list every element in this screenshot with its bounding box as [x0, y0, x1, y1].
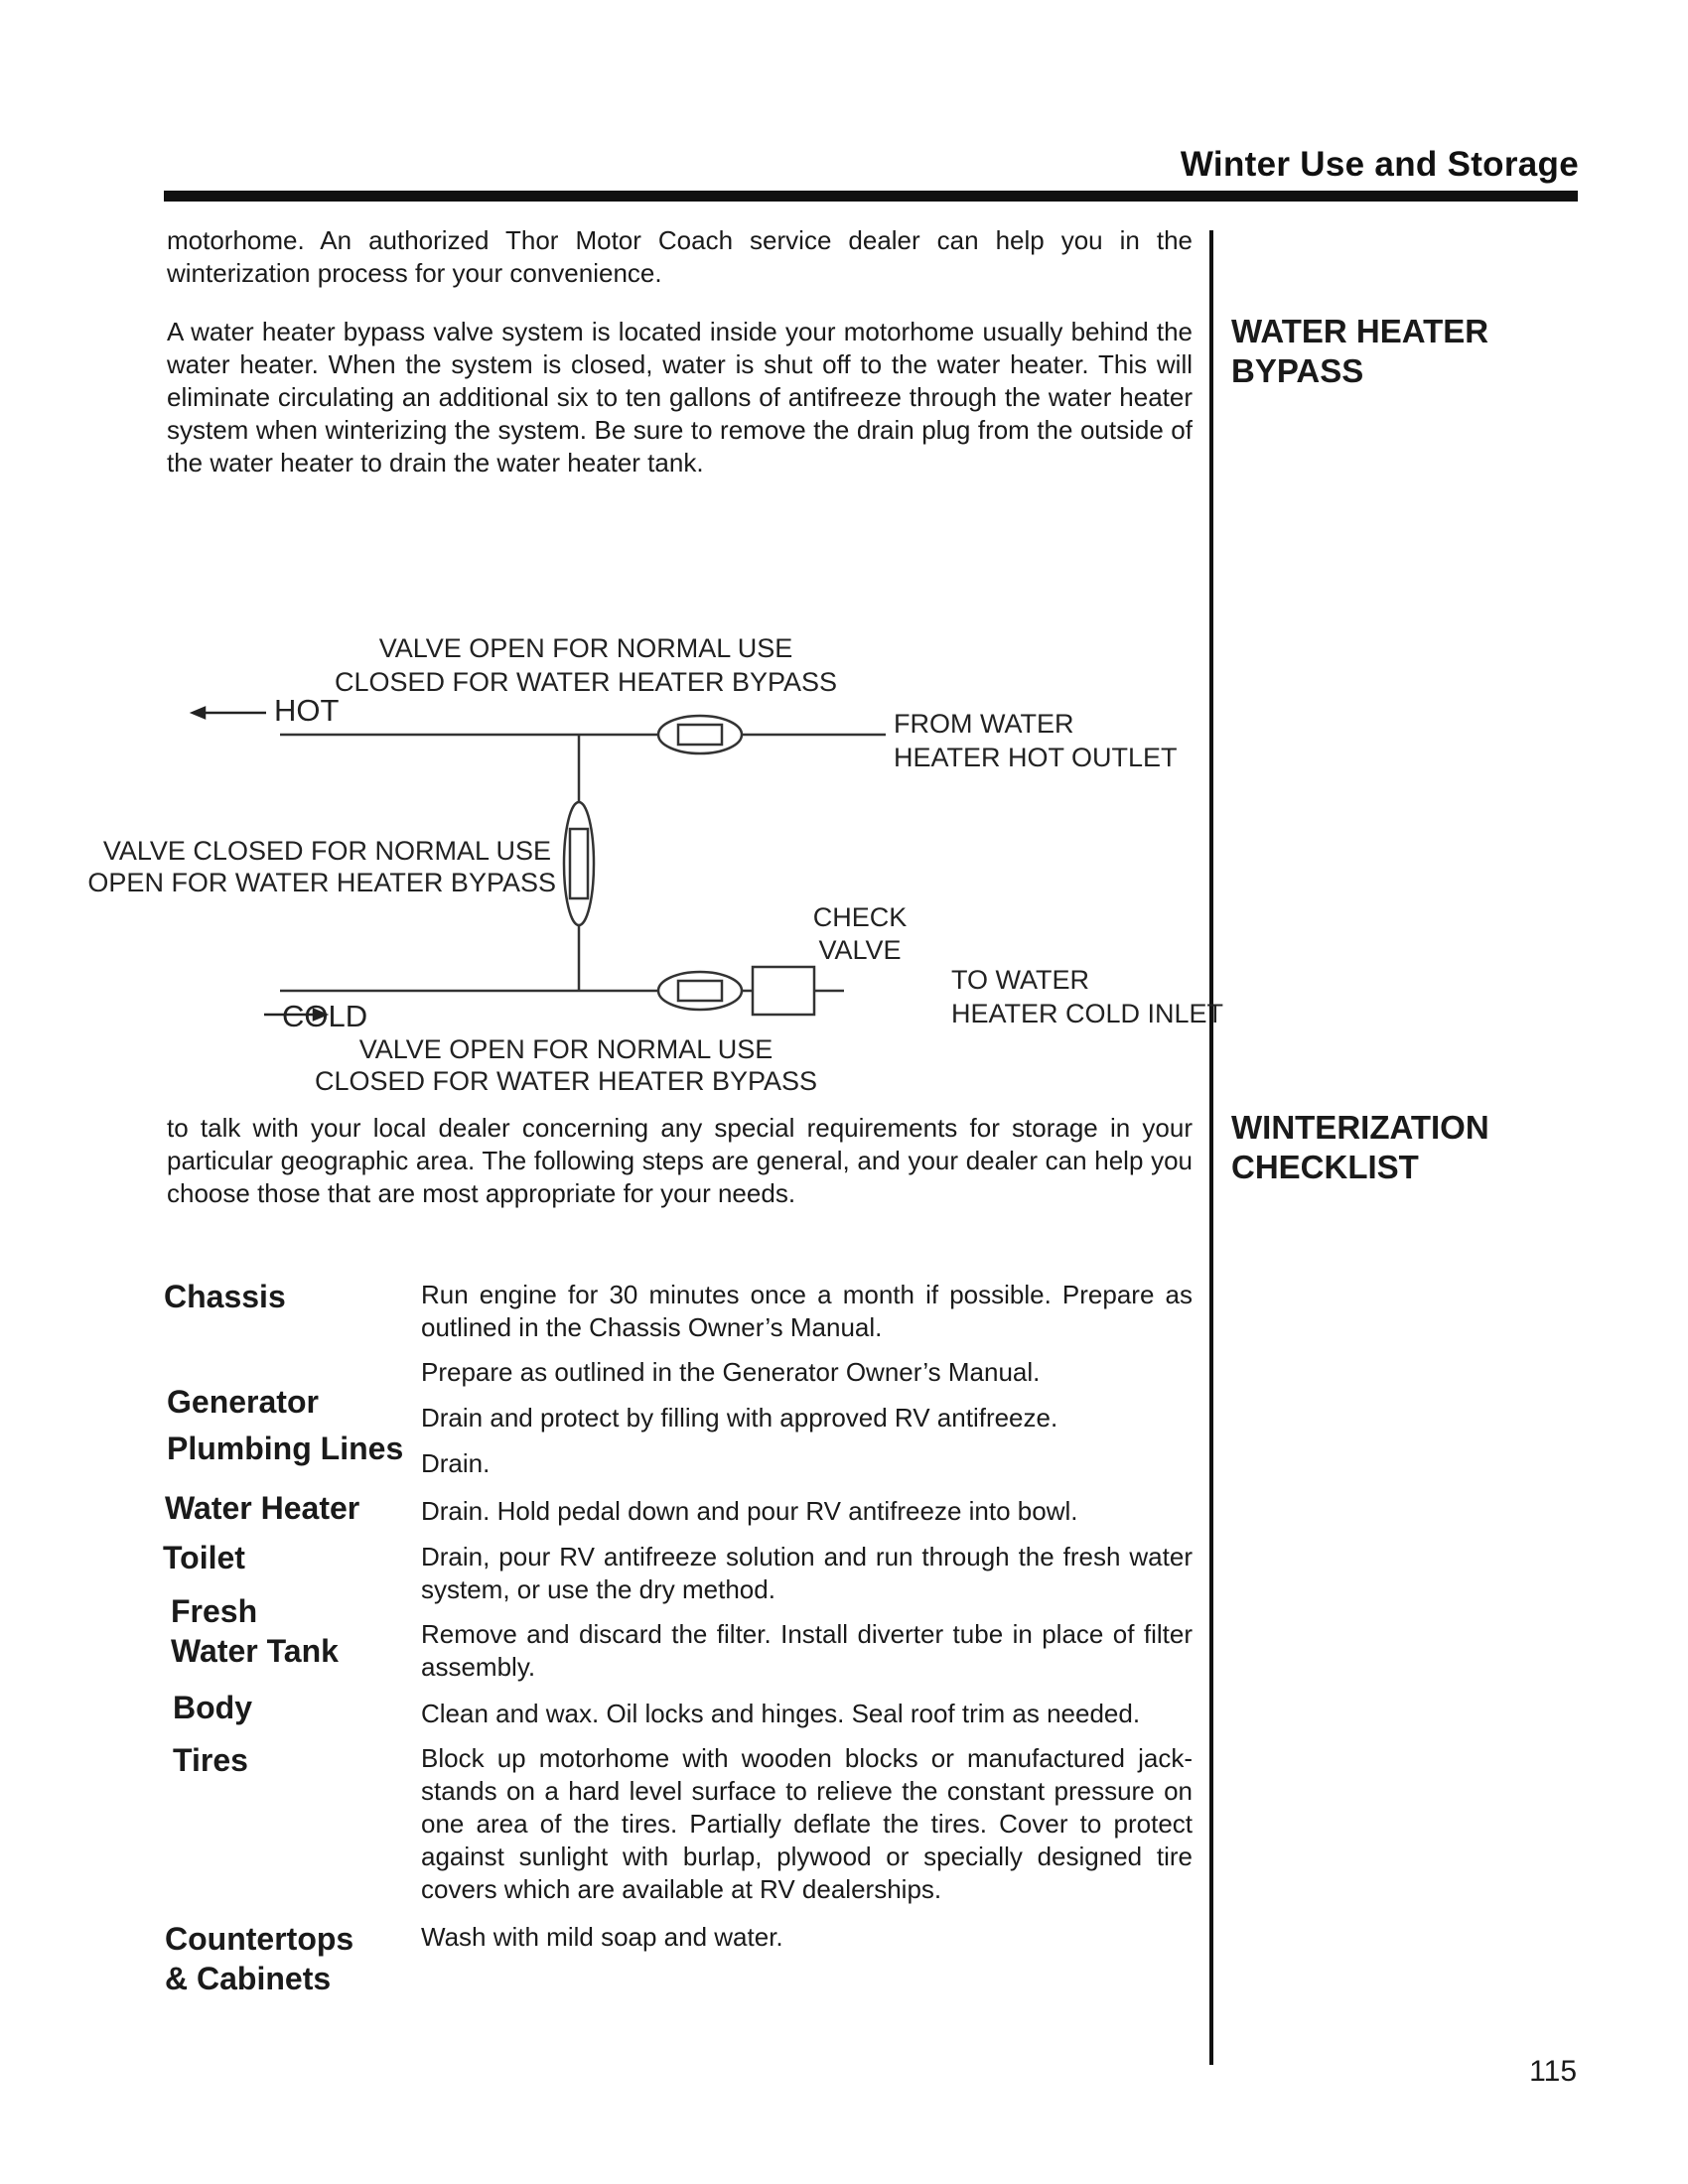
desc-water-heater: Drain. [421, 1448, 491, 1478]
diagram-label: OPEN FOR WATER HEATER BYPASS [87, 868, 556, 897]
label-plumbing-lines: Plumbing Lines [167, 1431, 404, 1466]
diagram-label: FROM WATER [894, 709, 1074, 739]
label-line: & Cabinets [165, 1961, 332, 1996]
intro-paragraph: motorhome. An authorized Thor Motor Coach service dealer can help you in the winterization process for your convenience. [167, 225, 1193, 288]
cold-label: COLD [282, 999, 368, 1033]
desc-tires: Block up motorhome with wooden blocks or manufactured jack-stands on a hard level surface to relieve the constant pressure on one area of the tires. Partially deflate the tires. Cover to protect against sunlight with burlap, plywood or specially designed tire covers which are available at RV dealerships. [421, 1743, 1193, 1904]
desc-toilet: Drain. Hold pedal down and pour RV antifreeze into bowl. [421, 1496, 1078, 1526]
diagram-label: VALVE OPEN FOR NORMAL USE [378, 633, 793, 663]
header-rule [164, 191, 1578, 202]
heading-line: CHECKLIST [1231, 1149, 1419, 1185]
label-line: Water Tank [171, 1633, 339, 1669]
diagram-label: VALVE CLOSED FOR NORMAL USE [102, 836, 551, 866]
label-countertops-cabinets [165, 1919, 353, 1998]
desc-body: Clean and wax. Oil locks and hinges. Seal roof trim as needed. [421, 1699, 1141, 1728]
bypass-paragraph: A water heater bypass valve system is located inside your motorhome usually behind the water heater. When the system is closed, water is shut off to the water heater. This will eliminate circulating an additional six to ten gallons of antifreeze through the water heater system when winterizing the system. Be sure to remove the drain plug from the outside of the water heater to drain the water heater tank. [167, 317, 1193, 478]
desc-plumbing: Drain and protect by filling with approved RV antifreeze. [421, 1403, 1058, 1433]
water-heater-bypass-diagram [87, 625, 1224, 1122]
diagram-label: CLOSED FOR WATER HEATER BYPASS [314, 1066, 818, 1096]
hot-arrow-icon [193, 708, 266, 718]
label-tires: Tires [173, 1742, 248, 1778]
heading-line: WINTERIZATION [1231, 1109, 1489, 1146]
heading-line: BYPASS [1231, 352, 1364, 389]
diagram-label: TO WATER [951, 965, 1089, 995]
section-heading-winterization-checklist [1231, 1108, 1489, 1187]
label-generator: Generator [167, 1384, 319, 1420]
hot-label: HOT [274, 693, 340, 728]
label-body: Body [173, 1690, 252, 1725]
label-toilet: Toilet [163, 1540, 245, 1575]
label-water-heater: Water Heater [165, 1490, 360, 1526]
desc-filter: Remove and discard the filter. Install diverter tube in place of filter assembly. [421, 1619, 1193, 1682]
checklist-intro-paragraph: to talk with your local dealer concerning any special requirements for storage in your particular geographic area. The following steps are general, and your dealer can help you choose those that are most appropriate for your needs. [167, 1113, 1193, 1208]
check-valve-icon [753, 967, 814, 1015]
desc-fresh-water: Drain, pour RV antifreeze solution and run through the fresh water system, or use the dry method. [421, 1542, 1193, 1604]
desc-chassis: Run engine for 30 minutes once a month if possible. Prepare as outlined in the Chassis Owner’s Manual. [421, 1280, 1193, 1342]
section-heading-water-heater-bypass [1231, 312, 1488, 391]
label-fresh-water-tank [171, 1591, 339, 1671]
column-divider [1209, 230, 1213, 2065]
top-valve-icon [658, 716, 742, 753]
page-number: 115 [1529, 2055, 1577, 2088]
label-line: Fresh [171, 1593, 258, 1629]
label-chassis: Chassis [164, 1279, 286, 1314]
diagram-label: VALVE OPEN FOR NORMAL USE [358, 1034, 774, 1064]
diagram-label: CHECK [812, 902, 908, 932]
bypass-valve-icon [564, 802, 594, 925]
diagram-label: HEATER HOT OUTLET [894, 743, 1178, 772]
desc-countertops: Wash with mild soap and water. [421, 1922, 783, 1952]
diagram-label: VALVE [818, 935, 902, 965]
diagram-label: HEATER COLD INLET [951, 999, 1224, 1028]
running-header-title: Winter Use and Storage [1180, 145, 1579, 184]
heading-line: WATER HEATER [1231, 313, 1489, 349]
bottom-valve-icon [658, 972, 742, 1010]
diagram-label: CLOSED FOR WATER HEATER BYPASS [334, 667, 838, 697]
desc-generator: Prepare as outlined in the Generator Owner’s Manual. [421, 1357, 1041, 1387]
label-line: Countertops [165, 1921, 354, 1957]
